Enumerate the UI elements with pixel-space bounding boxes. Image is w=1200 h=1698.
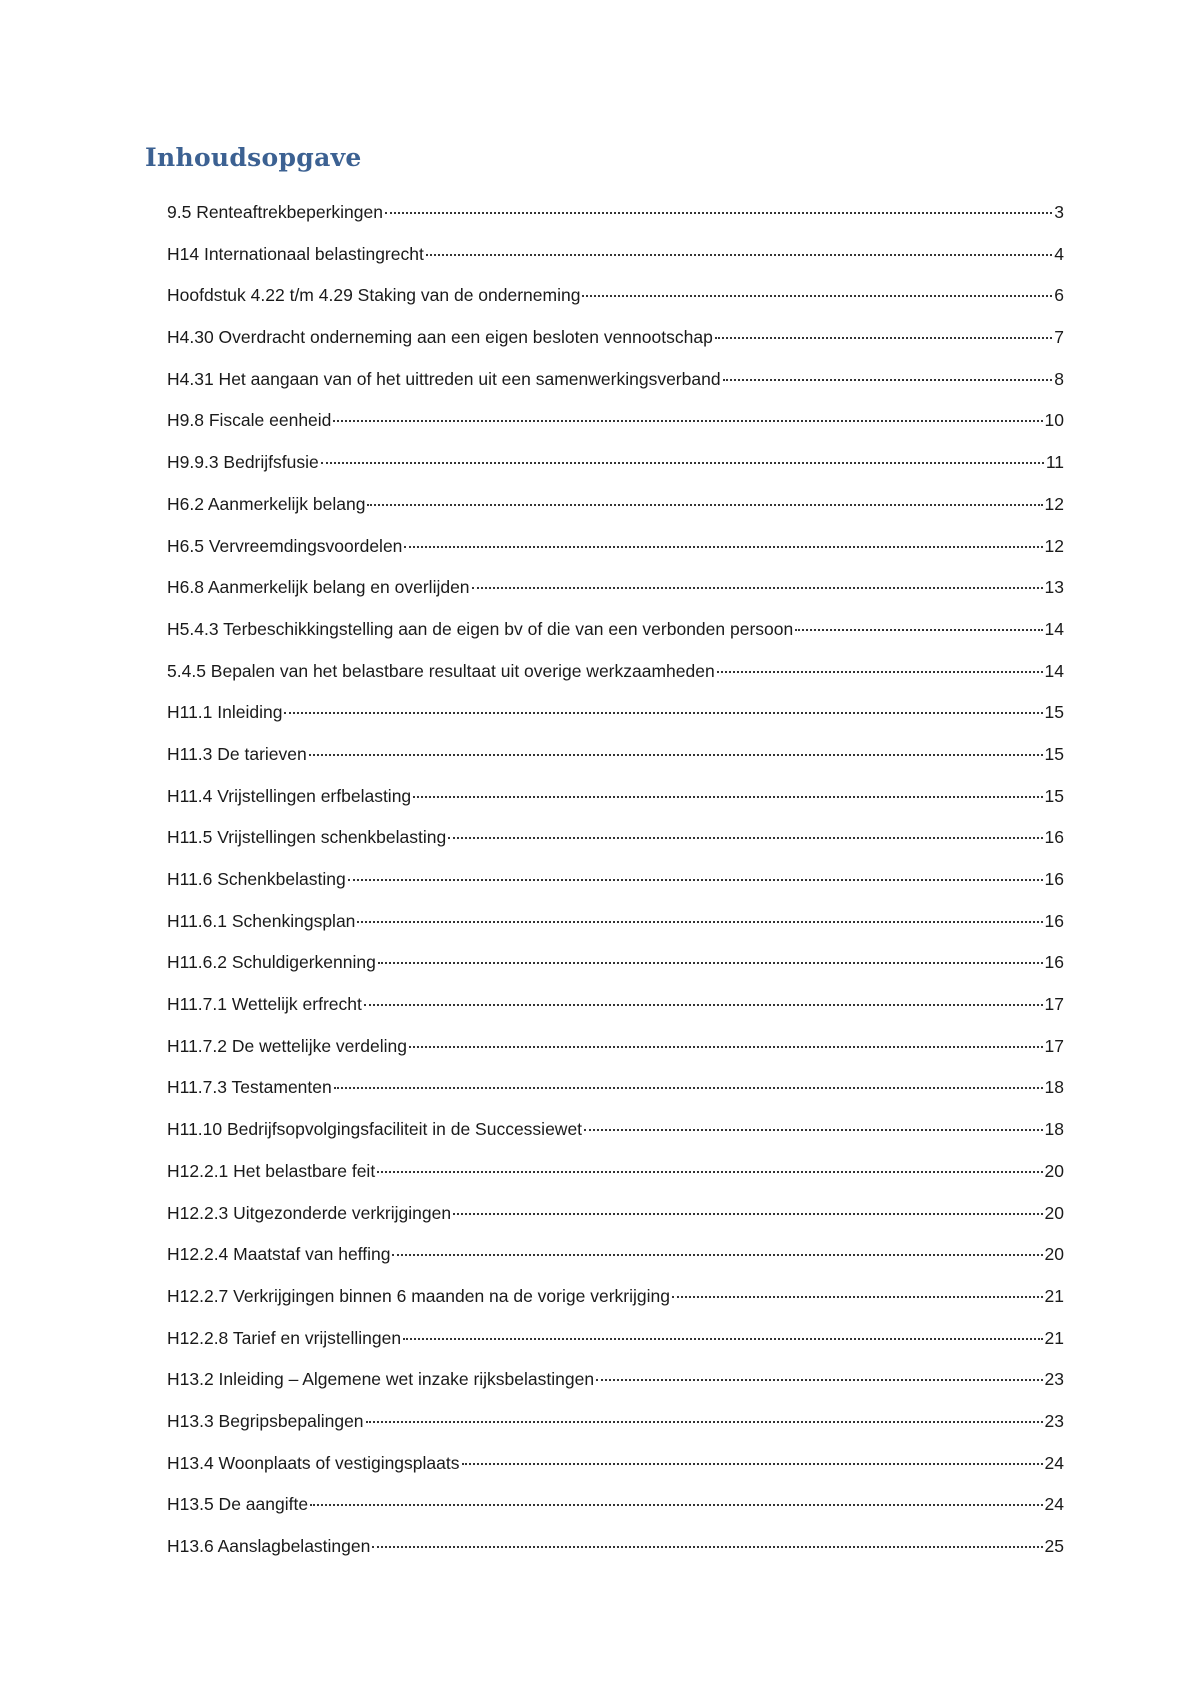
toc-entry[interactable] bbox=[167, 325, 1064, 367]
toc-page-number: 21 bbox=[1044, 1327, 1064, 1348]
toc-page-number: 21 bbox=[1044, 1285, 1064, 1306]
toc-dot-leader bbox=[284, 712, 1042, 714]
toc-entry-text: H11.1 Inleiding bbox=[167, 702, 283, 723]
toc-dot-leader bbox=[334, 1087, 1043, 1089]
toc-entry[interactable] bbox=[167, 200, 1064, 242]
toc-entry-text: H6.2 Aanmerkelijk belang bbox=[167, 493, 366, 514]
toc-entry-text: H12.2.4 Maatstaf van heffing bbox=[167, 1244, 391, 1265]
toc-page-number: 6 bbox=[1054, 285, 1064, 306]
toc-entry[interactable] bbox=[167, 825, 1064, 867]
toc-dot-leader bbox=[472, 587, 1043, 589]
toc-dot-leader bbox=[348, 879, 1043, 881]
toc-page-number: 14 bbox=[1044, 618, 1064, 639]
toc-entry[interactable] bbox=[167, 1242, 1064, 1284]
toc-dot-leader bbox=[795, 629, 1042, 631]
toc-dot-leader bbox=[584, 1129, 1042, 1131]
toc-dot-leader bbox=[321, 462, 1044, 464]
toc-dot-leader bbox=[403, 1338, 1042, 1340]
toc-entry[interactable] bbox=[167, 617, 1064, 659]
toc-entry[interactable] bbox=[167, 1534, 1064, 1576]
toc-entry[interactable] bbox=[167, 1284, 1064, 1326]
toc-dot-leader bbox=[453, 1213, 1042, 1215]
toc-page-number: 23 bbox=[1044, 1369, 1064, 1390]
toc-entry-text: H12.2.8 Tarief en vrijstellingen bbox=[167, 1327, 402, 1348]
toc-page-number: 3 bbox=[1054, 202, 1064, 222]
toc-entry-text: H13.6 Aanslagbelastingen bbox=[167, 1536, 371, 1556]
toc-entry-text: H11.6.1 Schenkingsplan bbox=[167, 910, 356, 931]
toc-entry-text: H13.4 Woonplaats of vestigingsplaats bbox=[167, 1452, 460, 1473]
toc-entry-text: H9.8 Fiscale eenheid bbox=[167, 410, 332, 431]
toc-entry[interactable] bbox=[167, 1075, 1064, 1117]
toc-page-number: 25 bbox=[1044, 1536, 1064, 1556]
toc-page-number: 8 bbox=[1054, 368, 1064, 389]
toc-page-number: 20 bbox=[1044, 1244, 1064, 1265]
toc-page-number: 16 bbox=[1044, 827, 1064, 848]
toc-entry[interactable] bbox=[167, 1201, 1064, 1243]
toc-page-number: 13 bbox=[1044, 577, 1064, 598]
toc-entry[interactable] bbox=[167, 992, 1064, 1034]
toc-entry[interactable] bbox=[167, 450, 1064, 492]
toc-dot-leader bbox=[392, 1254, 1042, 1256]
toc-dot-leader bbox=[309, 754, 1043, 756]
toc-entry[interactable] bbox=[167, 242, 1064, 284]
toc-entry-text: H13.2 Inleiding – Algemene wet inzake rijksbelastingen bbox=[167, 1369, 595, 1390]
toc-entry-text: H11.3 De tarieven bbox=[167, 743, 307, 764]
toc-entry[interactable] bbox=[167, 909, 1064, 951]
toc-entry[interactable] bbox=[167, 1326, 1064, 1368]
toc-page-number: 4 bbox=[1054, 243, 1064, 264]
toc-entry-text: H4.31 Het aangaan van of het uittreden uit een samenwerkingsverband bbox=[167, 368, 721, 389]
toc-entry[interactable] bbox=[167, 1117, 1064, 1159]
toc-page-number: 15 bbox=[1044, 743, 1064, 764]
toc-dot-leader bbox=[357, 921, 1042, 923]
toc-page-number: 15 bbox=[1044, 785, 1064, 806]
toc-page-number: 10 bbox=[1044, 410, 1064, 431]
toc-dot-leader bbox=[378, 962, 1043, 964]
toc-entry-text: H11.4 Vrijstellingen erfbelasting bbox=[167, 785, 412, 806]
toc-entry[interactable] bbox=[167, 492, 1064, 534]
toc-entry-text: H9.9.3 Bedrijfsfusie bbox=[167, 452, 319, 473]
toc-entry-text: Hoofdstuk 4.22 t/m 4.29 Staking van de onderneming bbox=[167, 285, 581, 306]
toc-entry-text: H11.7.2 De wettelijke verdeling bbox=[167, 1035, 407, 1056]
toc-entry[interactable] bbox=[167, 867, 1064, 909]
toc-entry[interactable] bbox=[167, 950, 1064, 992]
toc-entry-text: H6.8 Aanmerkelijk belang en overlijden bbox=[167, 577, 470, 598]
toc-entry[interactable] bbox=[167, 408, 1064, 450]
toc-dot-leader bbox=[385, 212, 1052, 214]
toc-entry[interactable] bbox=[167, 534, 1064, 576]
toc-page-number: 11 bbox=[1045, 452, 1064, 473]
toc-entry-text: H11.7.1 Wettelijk erfrecht bbox=[167, 994, 362, 1015]
toc-dot-leader bbox=[364, 1004, 1043, 1006]
toc-page-number: 20 bbox=[1044, 1160, 1064, 1181]
toc-entry-text: H14 Internationaal belastingrecht bbox=[167, 243, 424, 264]
toc-dot-leader bbox=[367, 504, 1042, 506]
toc-dot-leader bbox=[409, 1046, 1043, 1048]
toc-dot-leader bbox=[372, 1546, 1042, 1548]
toc-title: Inhoudsopgave bbox=[145, 143, 362, 172]
toc-entry[interactable] bbox=[167, 1409, 1064, 1451]
toc-dot-leader bbox=[333, 420, 1042, 422]
toc-dot-leader bbox=[310, 1504, 1042, 1506]
toc-entry[interactable] bbox=[167, 784, 1064, 826]
toc-entry-text: H11.6.2 Schuldigerkenning bbox=[167, 952, 376, 973]
toc-entry-text: H6.5 Vervreemdingsvoordelen bbox=[167, 535, 403, 556]
toc-dot-leader bbox=[426, 254, 1052, 256]
toc-page-number: 17 bbox=[1044, 1035, 1064, 1056]
toc-page-number: 16 bbox=[1044, 952, 1064, 973]
toc-dot-leader bbox=[715, 337, 1052, 339]
toc-page-number: 12 bbox=[1044, 535, 1064, 556]
toc-entry[interactable] bbox=[167, 1492, 1064, 1534]
toc-entry-text: 9.5 Renteaftrekbeperkingen bbox=[167, 202, 383, 222]
toc-page-number: 17 bbox=[1044, 994, 1064, 1015]
toc-entry-text: H13.5 De aangifte bbox=[167, 1494, 309, 1515]
toc-page-number: 14 bbox=[1044, 660, 1064, 681]
toc-dot-leader bbox=[377, 1171, 1042, 1173]
toc-entry[interactable] bbox=[167, 283, 1064, 325]
toc-entry-text: H11.10 Bedrijfsopvolgingsfaciliteit in de Successiewet bbox=[167, 1119, 583, 1140]
toc-page-number: 23 bbox=[1044, 1410, 1064, 1431]
toc-entry-text: H12.2.1 Het belastbare feit bbox=[167, 1160, 376, 1181]
toc-list bbox=[167, 200, 1064, 1576]
toc-page-number: 16 bbox=[1044, 910, 1064, 931]
toc-dot-leader bbox=[366, 1421, 1043, 1423]
toc-entry[interactable] bbox=[167, 575, 1064, 617]
toc-page-number: 20 bbox=[1044, 1202, 1064, 1223]
toc-dot-leader bbox=[596, 1379, 1042, 1381]
toc-page-number: 18 bbox=[1044, 1119, 1064, 1140]
toc-page-number: 18 bbox=[1044, 1077, 1064, 1098]
toc-page-number: 24 bbox=[1044, 1494, 1064, 1515]
toc-entry-text: 5.4.5 Bepalen van het belastbare resultaat uit overige werkzaamheden bbox=[167, 660, 715, 681]
toc-dot-leader bbox=[723, 379, 1053, 381]
toc-page-number: 15 bbox=[1044, 702, 1064, 723]
toc-entry[interactable] bbox=[167, 1451, 1064, 1493]
toc-entry-text: H12.2.3 Uitgezonderde verkrijgingen bbox=[167, 1202, 452, 1223]
toc-entry-text: H5.4.3 Terbeschikkingstelling aan de eigen bv of die van een verbonden persoon bbox=[167, 618, 794, 639]
toc-dot-leader bbox=[462, 1463, 1043, 1465]
toc-entry[interactable] bbox=[167, 742, 1064, 784]
toc-entry[interactable] bbox=[167, 1159, 1064, 1201]
toc-page-number: 16 bbox=[1044, 869, 1064, 889]
toc-entry[interactable] bbox=[167, 367, 1064, 409]
toc-dot-leader bbox=[672, 1296, 1043, 1298]
toc-dot-leader bbox=[448, 837, 1042, 839]
toc-entry-text: H4.30 Overdracht onderneming aan een eigen besloten vennootschap bbox=[167, 327, 713, 348]
toc-page-number: 7 bbox=[1054, 327, 1064, 348]
toc-entry-text: H13.3 Begripsbepalingen bbox=[167, 1410, 364, 1431]
toc-entry[interactable] bbox=[167, 700, 1064, 742]
toc-entry[interactable] bbox=[167, 1367, 1064, 1409]
toc-dot-leader bbox=[413, 796, 1042, 798]
toc-dot-leader bbox=[582, 295, 1052, 297]
toc-dot-leader bbox=[404, 546, 1042, 548]
toc-page-number: 24 bbox=[1044, 1452, 1064, 1473]
toc-entry-text: H12.2.7 Verkrijgingen binnen 6 maanden na de vorige verkrijging bbox=[167, 1285, 670, 1306]
toc-entry-text: H11.7.3 Testamenten bbox=[167, 1077, 332, 1098]
toc-entry-text: H11.6 Schenkbelasting bbox=[167, 869, 346, 889]
toc-entry-text: H11.5 Vrijstellingen schenkbelasting bbox=[167, 827, 447, 848]
toc-entry[interactable] bbox=[167, 659, 1064, 701]
toc-dot-leader bbox=[717, 671, 1043, 673]
toc-page-number: 12 bbox=[1044, 493, 1064, 514]
toc-entry[interactable] bbox=[167, 1034, 1064, 1076]
